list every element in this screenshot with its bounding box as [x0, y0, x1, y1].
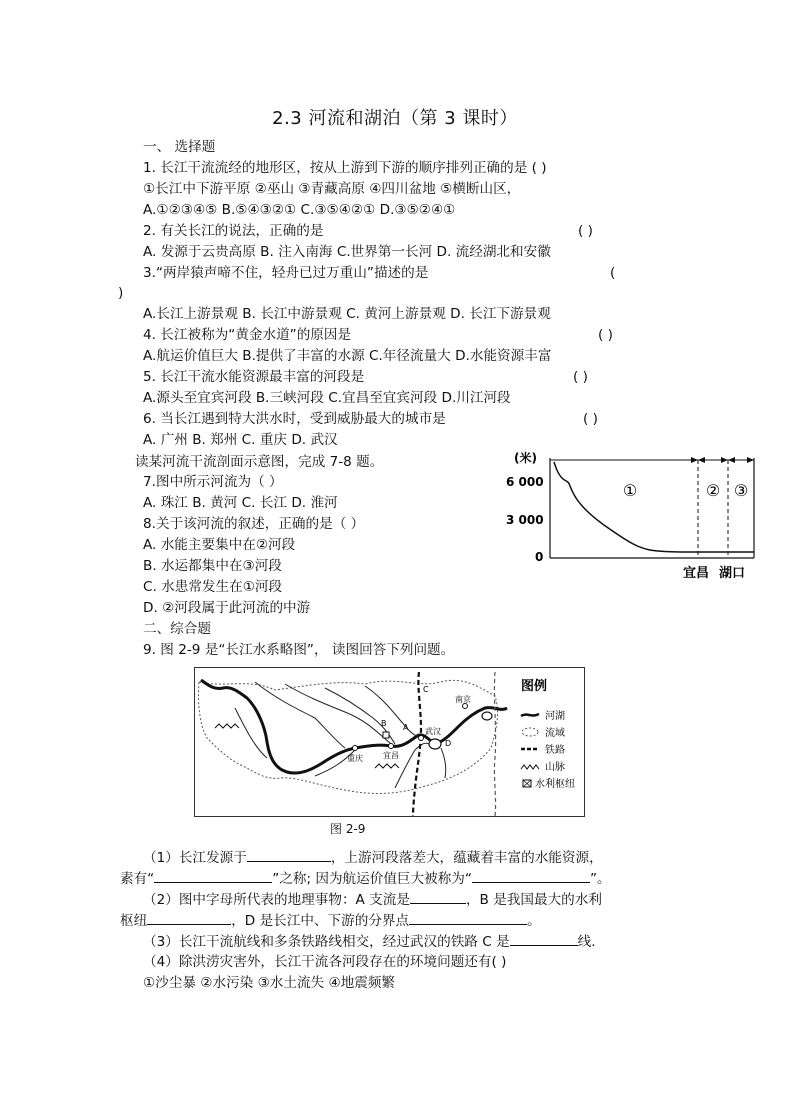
profile-arrow — [728, 457, 735, 463]
legend-mountain-label: 山脉 — [545, 762, 565, 773]
q3-paren-close: ) — [118, 285, 124, 301]
p1-blank-source[interactable] — [247, 847, 331, 862]
q6-stem: 6. 当长江遇到特大洪水时，受到威胁最大的城市是 — [143, 411, 446, 427]
q4-stem: 4. 长江被称为“黄金水道”的原因是 — [143, 327, 352, 343]
q8-option-a: A. 水能主要集中在②河段 — [143, 537, 296, 553]
q8-option-c: C. 水患常发生在①河段 — [143, 579, 283, 595]
label-d: D — [445, 739, 452, 748]
railway — [494, 672, 495, 816]
p1-text-e: ”。 — [589, 871, 611, 887]
profile-arrow — [747, 457, 754, 463]
profile-segment-1: ① — [622, 481, 638, 500]
q4-answer-paren: ( ) — [598, 327, 613, 343]
p1-blank-title2[interactable] — [472, 868, 590, 883]
p2-blank-hub[interactable] — [147, 910, 231, 925]
city-chongqing-dot — [353, 746, 358, 751]
city-nanjing-dot — [463, 704, 468, 709]
q7-8-intro: 读某河流干流剖面示意图，完成 7-8 题。 — [135, 454, 384, 470]
legend-mountain-icon — [521, 765, 539, 769]
q3-stem: 3.“两岸猿声啼不住，轻舟已过万重山”描述的是 — [143, 265, 429, 281]
lake-dongting — [429, 739, 441, 749]
p1-line2 — [120, 868, 611, 889]
profile-tick-0: 0 — [535, 550, 544, 564]
profile-arrow — [721, 457, 728, 463]
profile-arrow — [691, 457, 698, 463]
tributary — [441, 748, 446, 778]
basin-boundary — [198, 680, 497, 793]
mountain-range — [215, 724, 239, 728]
q1-items: ①长江中下游平原 ②巫山 ③青藏高原 ④四川盆地 ⑤横断山区， — [143, 181, 521, 197]
q8-option-d: D. ②河段属于此河流的中游 — [143, 600, 311, 616]
p2-line1 — [143, 889, 602, 910]
q9-stem: 9. 图 2-9 是“长江水系略图”， 读图回答下列问题。 — [143, 642, 455, 658]
p4-options: ①沙尘暴 ②水污染 ③水土流失 ④地震频繁 — [143, 975, 396, 991]
profile-label-hukou: 湖口 — [718, 566, 746, 581]
profile-segment-2: ② — [705, 481, 721, 500]
dam-marker — [383, 732, 389, 738]
city-wuhan-label: 武汉 — [425, 727, 441, 736]
lake-taihu — [482, 712, 492, 720]
p1-text-d: ”之称; 因为航运价值巨大被称为“ — [272, 871, 472, 887]
profile-tick-3000: 3 000 — [506, 513, 544, 527]
p2-line2 — [120, 910, 541, 931]
tributary — [235, 708, 267, 758]
city-wuhan-dot — [419, 736, 424, 741]
profile-tick-6000: 6 000 — [506, 475, 544, 489]
p4-stem: （4）除洪涝灾害外，长江干流各河段存在的环境问题还有( ) — [143, 954, 507, 970]
p2-text-e: 。 — [527, 913, 541, 929]
q8-option-b: B. 水运都集中在③河段 — [143, 558, 282, 574]
legend-dam-label: 水利枢纽 — [535, 779, 575, 790]
tributary — [395, 743, 429, 788]
p1-line1 — [143, 847, 603, 868]
q5-stem: 5. 长江干流水能资源最丰富的河段是 — [143, 369, 365, 385]
river-profile-diagram — [500, 446, 760, 586]
legend-title: 图例 — [521, 679, 548, 694]
p3-text-b: 线. — [577, 934, 596, 950]
legend-river-label: 河湖 — [545, 711, 565, 722]
p1-text-b: ，上游河段落差大，蕴藏着丰富的水能资源， — [330, 850, 603, 866]
legend-basin-icon — [522, 728, 538, 736]
city-nanjing-label: 南京 — [455, 695, 471, 704]
p1-text-c: 素有“ — [120, 871, 155, 887]
q5-options: A.源头至宜宾河段 B.三峡河段 C.宜昌至宜宾河段 D.川江河段 — [143, 390, 511, 406]
yangtze-system-map — [194, 667, 585, 817]
q3-options: A.长江上游景观 B. 长江中游景观 C. 黄河上游景观 D. 长江下游景观 — [143, 306, 551, 322]
label-c: C — [423, 685, 429, 694]
p1-text-a: （1）长江发源于 — [143, 850, 247, 866]
legend-basin-label: 流域 — [545, 728, 565, 739]
p2-blank-boundary[interactable] — [409, 910, 527, 925]
p2-text-d: ，D 是长江中、下游的分界点 — [231, 913, 410, 929]
label-b: B — [381, 719, 387, 728]
mountain-range — [375, 764, 399, 768]
map-caption: 图 2-9 — [330, 822, 366, 836]
city-chongqing-label: 重庆 — [347, 754, 363, 763]
q2-answer-paren: ( ) — [578, 223, 593, 239]
profile-segment-3: ③ — [733, 481, 749, 500]
q6-options: A. 广州 B. 郑州 C. 重庆 D. 武汉 — [143, 432, 338, 448]
legend-river-icon — [521, 714, 539, 716]
q7-options: A. 珠江 B. 黄河 C. 长江 D. 淮河 — [143, 495, 338, 511]
section-choice-heading: 一、 选择题 — [143, 139, 216, 155]
q7-stem: 7.图中所示河流为（ ） — [143, 474, 283, 490]
railway-c — [413, 672, 421, 816]
page-title: 2.3 河流和湖泊（第 3 课时） — [272, 108, 518, 129]
q4-options: A.航运价值巨大 B.提供了丰富的水源 C.年径流量大 D.水能资源丰富 — [143, 348, 552, 364]
legend-railway-label: 铁路 — [545, 745, 565, 756]
section-comprehensive-heading: 二、综合题 — [143, 621, 211, 637]
profile-label-yichang: 宜昌 — [682, 566, 710, 581]
q2-options: A. 发源于云贵高原 B. 注入南海 C.世界第一长河 D. 流经湖北和安徽 — [143, 244, 551, 260]
q1-options: A.①②③④⑤ B.⑤④③②① C.③⑤④②① D.③⑤②④① — [143, 202, 456, 218]
p2-text-b: ，B 是我国最大的水利 — [465, 892, 602, 908]
p3-blank-railway[interactable] — [510, 931, 578, 946]
p3-line — [143, 931, 596, 952]
q1-stem: 1. 长江干流流经的地形区，按从上游到下游的顺序排列正确的是 ( ) — [143, 160, 547, 176]
q6-answer-paren: ( ) — [583, 411, 598, 427]
p1-blank-title1[interactable] — [154, 868, 272, 883]
profile-riverbed-curve — [554, 462, 754, 552]
map-drawing — [195, 668, 584, 816]
p2-text-c: 枢纽 — [120, 913, 148, 929]
q2-stem: 2. 有关长江的说法，正确的是 — [143, 223, 324, 239]
q8-stem: 8.关于该河流的叙述，正确的是（ ） — [143, 516, 365, 532]
p2-text-a: （2）图中字母所代表的地理事物：A 支流是 — [143, 892, 410, 908]
p2-blank-tributary[interactable] — [410, 889, 466, 904]
profile-arrow — [698, 457, 705, 463]
label-a: A — [403, 723, 409, 732]
profile-unit-label: (米) — [514, 451, 537, 465]
q3-paren-open: ( — [610, 265, 616, 281]
city-yichang-label: 宜昌 — [383, 751, 399, 760]
q5-answer-paren: ( ) — [573, 369, 588, 385]
p3-text-a: （3）长江干流航线和多条铁路线相交，经过武汉的铁路 C 是 — [143, 934, 510, 950]
city-yichang-dot — [389, 744, 394, 749]
